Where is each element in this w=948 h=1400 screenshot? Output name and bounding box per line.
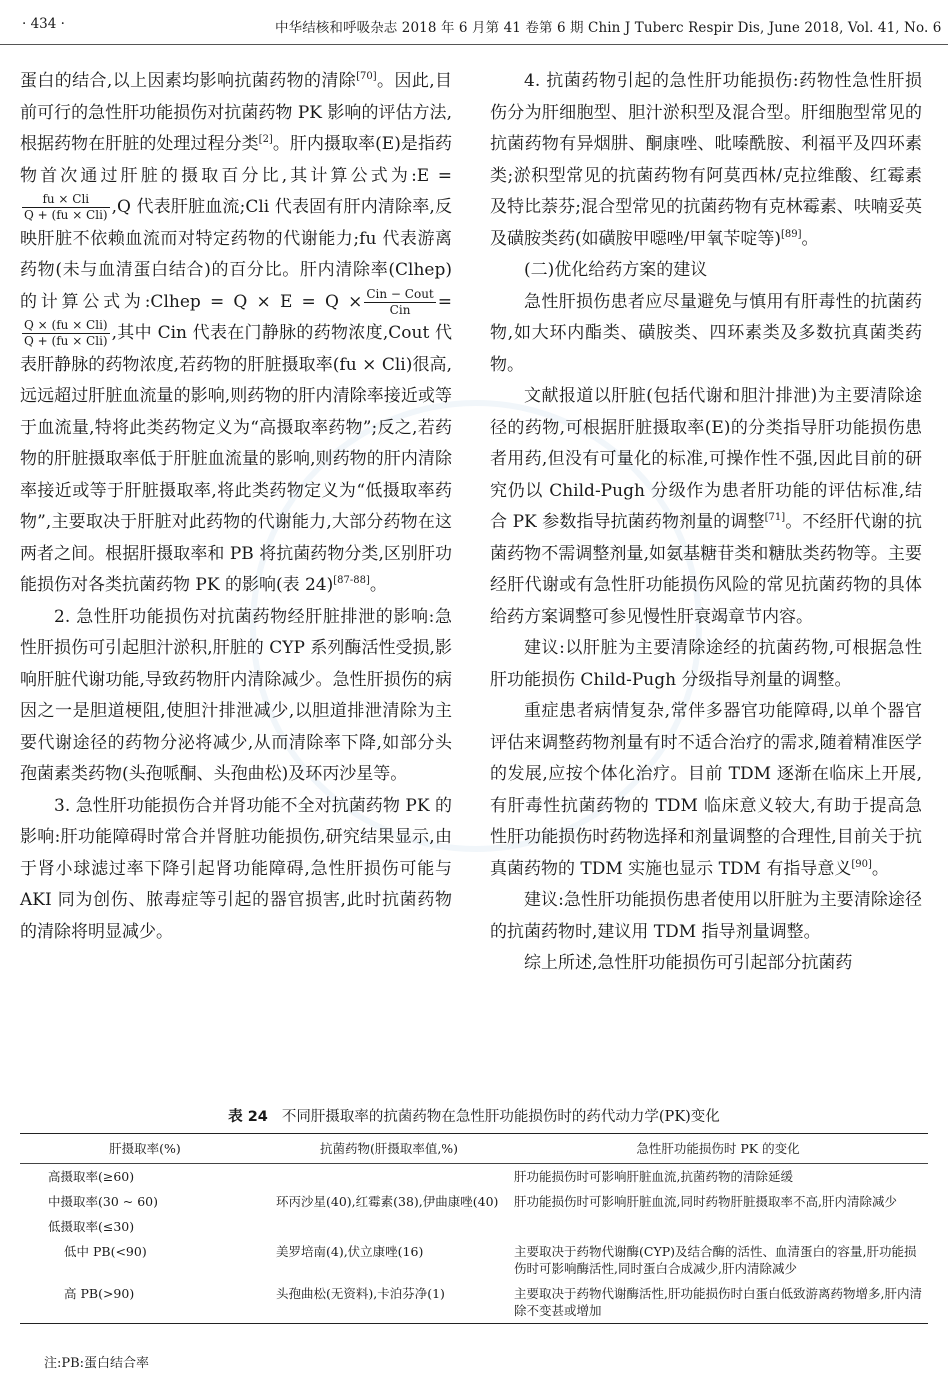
formula-fraction-e: $\frac{\text{fu × Cli}}{\text{Q + (fu × Cli)}}$: [24, 192, 108, 222]
page-number: · 434 ·: [22, 16, 65, 32]
table-row: 低摄取率(≤30): [48, 1219, 135, 1234]
paragraph-avoid-hepatotoxic: 急性肝损伤患者应尽量避免与慎用有肝毒性的抗菌药物,如大环内酯类、磺胺类、四环素类及多数抗真菌类药物。: [490, 291, 922, 375]
citation-ref: [2]: [258, 134, 273, 145]
paragraph-biliary-excretion: 2. 急性肝功能损伤对抗菌药物经肝脏排泄的影响:急性肝损伤可引起胆汁淤积,肝脏的 CYP 系列酶活性受损,影响肝脏代谢功能,导致药物肝内清除减少。急性肝损伤的病因之一是胆道梗阻,使胆汁排泄减少,以胆道排泄清除为主要代谢途径的药物分泌将减少,从而清除率下降,如部分头孢菌素类药物(头孢哌酮、头孢曲松)及环丙沙星等。: [20, 606, 452, 784]
paragraph-summary: 综上所述,急性肝功能损伤可引起部分抗菌药: [524, 953, 853, 973]
header-antibiotics: 抗菌药物(肝摄取率值,%): [319, 1141, 459, 1156]
table-row: 低中 PB(<90) 美罗培南(4),伏立康唑(16) 主要取决于药物代谢酶(CYP)及结合酶的活性、血清蛋白的容量,肝功能损伤时可影响酶活性,同时蛋白合成减少,肝内清除减少: [64, 1244, 917, 1276]
citation-ref: [89]: [781, 228, 802, 240]
paragraph-recommendation-1: 建议:以肝脏为主要清除途经的抗菌药物,可根据急性肝功能损伤 Child-Pugh 分级指导剂量的调整。: [490, 638, 922, 690]
table-row: 高摄取率(≥60) 肝功能损伤时可影响肝脏血流,抗菌药物的清除延缓: [48, 1169, 793, 1184]
journal-citation: 中华结核和呼吸杂志 2018 年 6 月第 41 卷第 6 期 Chin J Tuberc Respir Dis, June 2018, Vol. 41, No. 6: [275, 20, 942, 36]
formula-fraction-result: $\frac{\text{Q × (fu × Cli)}}{\text{Q + (fu × Cli)}}$: [24, 318, 108, 348]
paragraph-recommendation-2: 建议:急性肝功能损伤患者使用以肝脏为主要清除途径的抗菌药物时,建议用 TDM 指导剂量调整。: [490, 890, 922, 942]
paragraph-renal-dysfunction: 3. 急性肝功能损伤合并肾功能不全对抗菌药物 PK 的影响:肝功能障碍时常合并肾脏功能损伤,研究结果显示,由于肾小球滤过率下降引起肾功能障碍,急性肝损伤可能与 AKI 同为创伤、脓毒症等引起的器官损害,此时抗菌药物的清除将明显减少。: [20, 795, 452, 942]
citation-ref: [90]: [851, 858, 872, 870]
pk-table: [20, 1133, 928, 1324]
paragraph-child-pugh: 文献报道以肝脏(包括代谢和胆汁排泄)为主要清除途径的药物,可根据肝脏摄取率(E)的分类指导肝功能损伤患者用药,但没有可量化的标准,可操作性不强,因此目前的研究仍以 Child-Pugh 分级作为患者肝功能的评估标准,结合 PK 参数指导抗菌药物剂量的调整[71]。不经肝代谢的抗菌药物不需调整剂量,如氨基糖苷类和糖肽类药物等。主要经肝代谢或有急性肝功能损伤风险的常见抗菌药物的具体给药方案调整可参见慢性肝衰竭章节内容。: [490, 386, 922, 627]
table-24: [20, 1105, 928, 1324]
section-heading: (二)优化给药方案的建议: [524, 260, 708, 280]
table-title: 不同肝摄取率的抗菌药物在急性肝功能损伤时的药代动力学(PK)变化: [281, 1109, 720, 1125]
page-header: [0, 0, 948, 45]
header-pk-change: 急性肝功能损伤时 PK 的变化: [636, 1141, 800, 1156]
paragraph-pk-assessment: 蛋白的结合,以上因素均影响抗菌药物的清除[70]。因此,目前可行的急性肝功能损伤对抗菌药物 PK 影响的评估方法,根据药物在肝脏的处理过程分类[2]。肝内摄取率(E)是指药物首次通过肝脏的摄取百分比,其计算公式为:E = $\frac{\text{fu × Cli}}{\text{Q + (fu × Cli)}}$ ,Q 代表肝脏血流;Cli 代表固有肝内清除率,反映肝脏不依赖血流而对特定药物的代谢能力;fu 代表游离药物(未与血清蛋白结合)的百分比。肝内清除率(Clhep)的计算公式为:Clhep = Q × E = Q × $\frac{\text{Cin − Cout}}{\text{Cin}}$ = $\frac{\text{Q × (fu × Cli)}}{\text{Q + (fu × Cli)}}$ ,其中 Cin 代表在门静脉的药物浓度,Cout 代表肝静脉的药物浓度,若药物的肝脏摄取率(fu × Cli)很高,远远超过肝脏血流量的影响,则药物的肝内清除率接近或等于血流量,特将此类药物定义为“高摄取率药物”;反之,若药物的肝脏摄取率低于肝脏血流量的影响,则药物的肝内清除率接近或等于肝脏摄取率,将此类药物定义为“低摄取率药物”,主要取决于肝脏对此药物的代谢能力,大部分药物在这两者之间。根据肝摄取率和 PB 将抗菌药物分类,区别肝功能损伤对各类抗菌药物 PK 的影响(表 24)[87-88]。: [20, 71, 453, 595]
header-extraction-rate: 肝摄取率(%): [109, 1141, 181, 1156]
table-caption: [20, 1105, 928, 1126]
citation-ref: [70]: [356, 71, 377, 82]
table-row: 中摄取率(30 ~ 60) 环丙沙星(40),红霉素(38),伊曲康唑(40) 肝功能损伤时可影响肝脏血流,同时药物肝脏摄取率不高,肝内清除减少: [48, 1194, 897, 1209]
right-column: [490, 66, 922, 980]
table-header-row: [20, 1134, 928, 1164]
citation-ref: [71]: [764, 512, 786, 523]
table-note: 注:PB:蛋白结合率: [44, 1356, 150, 1371]
table-row: 高 PB(>90) 头孢曲松(无资料),卡泊芬净(1) 主要取决于药物代谢酶活性,肝功能损伤时白蛋白低致游离药物增多,肝内清除不变甚或增加: [20, 1281, 928, 1324]
formula-fraction-clhep: $\frac{\text{Cin − Cout}}{\text{Cin}}$: [366, 286, 434, 317]
citation-ref: [87-88]: [333, 575, 370, 586]
paragraph-drug-induced-injury: 4. 抗菌药物引起的急性肝功能损伤:药物性急性肝损伤分为肝细胞型、胆汁淤积型及混合型。肝细胞型常见的抗菌药物有异烟肼、酮康唑、吡嗪酰胺、利福平及四环素类;淤积型常见的抗菌药物有阿莫西林/克拉维酸、红霉素及特比萘芬;混合型常见的抗菌药物有克林霉素、呋喃妥英及磺胺类药(如磺胺甲噁唑/甲氧苄啶等)[89]。: [490, 71, 922, 249]
left-column: [20, 66, 452, 948]
paragraph-tdm: 重症患者病情复杂,常伴多器官功能障碍,以单个器官评估来调整药物剂量有时不适合治疗的需求,随着精准医学的发展,应按个体化治疗。目前 TDM 逐渐在临床上开展,有肝毒性抗菌药物的 TDM 临床意义较大,有助于提高急性肝功能损伤时药物选择和剂量调整的合理性,目前关于抗真菌药物的 TDM 实施也显示 TDM 有指导意义[90]。: [490, 701, 922, 879]
table-label: 表 24: [228, 1109, 268, 1125]
